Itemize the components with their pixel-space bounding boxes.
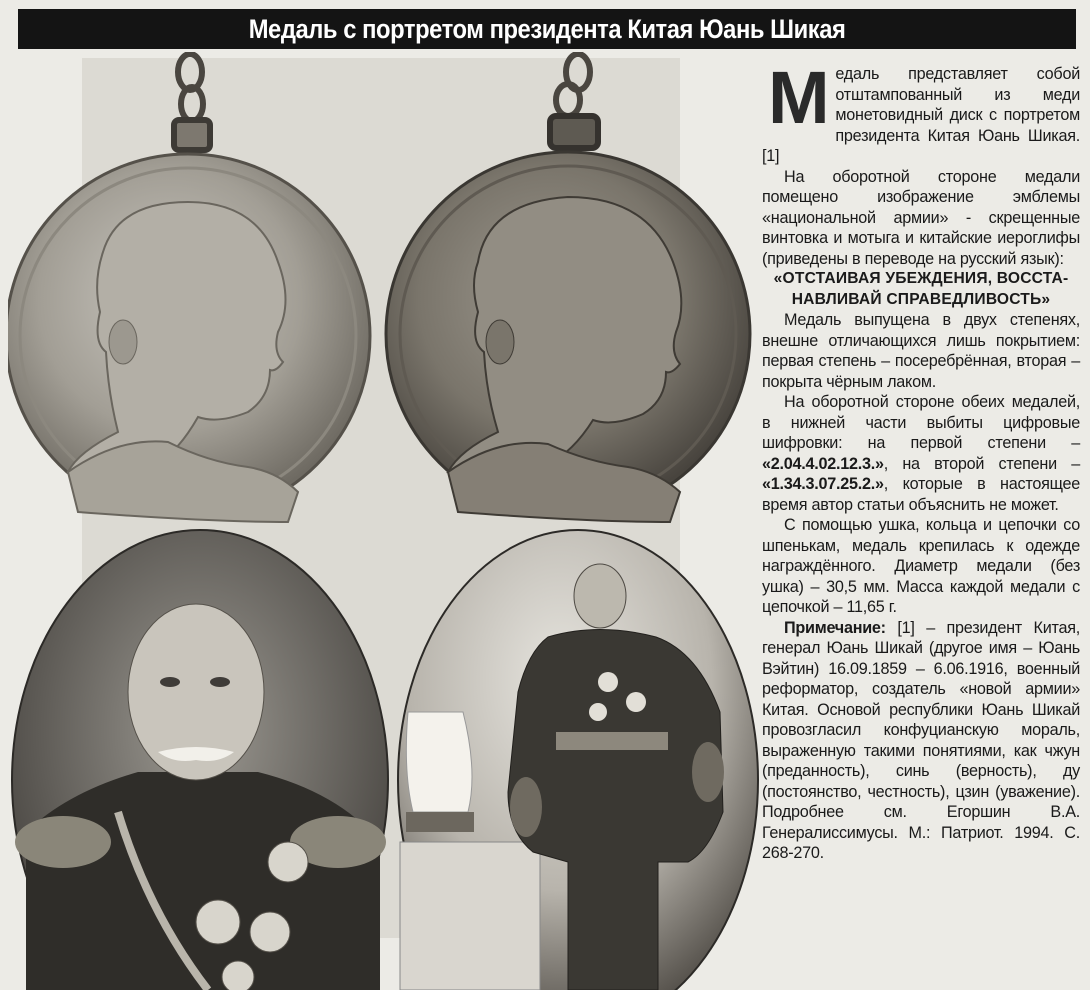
motto [762,269,1080,310]
chain-icon [550,54,598,148]
paragraph-reverse-side: На оборотной стороне медали помещено изображение эмблемы «национальной армии» - скрещенные винтовка и мотыга и китайские иероглифы (приведены в переводе на русский язык): [762,167,1080,268]
code-second-degree: «1.34.3.07.25.2.» [762,475,884,493]
chain-icon [174,54,210,150]
intro-text: едаль представляет собой отштампованный из меди монетовидный диск с портретом президента Китая Юань Шикая. [1] [762,65,1080,165]
motto-line-2: НАВЛИВАЙ СПРАВЕДЛИВОСТЬ» [791,290,1051,308]
paragraph-codes [762,392,1080,515]
medal-silver [8,54,370,522]
article-title: Медаль с портретом президента Китая Юань Шикая [248,13,846,44]
codes-text-b: , на второй степени – [883,454,1080,473]
photo-collage [8,52,760,990]
paragraph-intro [762,56,1080,167]
dropcap: М [768,56,830,139]
note-label: Примечание: [784,618,886,637]
paragraph-degrees: Медаль выпущена в двух степенях, внешне отличающихся лишь покрытием: первая степень – посеребрённая, вторая – покрыта чёрным лаком. [762,311,1080,391]
portrait-yuan-shikai [12,530,388,990]
paragraph-attachment: С помощью ушка, кольца и цепочки со шпенькам, медаль крепилась к одежде награждённого. Диаметр медали (без ушка) – 30,5 мм. Масса каждой медали с цепочкой – 11,65 г. [762,516,1080,616]
header-bar [18,9,1076,49]
motto-line-1: «ОТСТАИВАЯ УБЕЖДЕНИЯ, ВОССТА- [773,270,1069,287]
codes-text-a: На оборотной стороне обеих медалей, в нижней части выбиты цифровые шифровки: на первой степени – [762,393,1080,452]
article-body [762,56,1080,864]
codes-text-c: , которые в настоящее время автор статьи объяснить не может. [762,475,1080,514]
note-text: [1] – президент Китая, генерал Юань Шикай (другое имя – Юань Вэйтин) 16.09.1859 – 6.06.1916, военный реформатор, создатель «новой армии» Китая. Основой республики Юань Шикай провозгласил конфуцианскую мораль, выраженную такими понятиями, как чжун (преданность), синь (верность), ду (постоянство, честность), цзин (уважение). Подробнее см. Егоршин В.А. Генералиссимусы. М.: Патриот. 1994. С. 268-270. [762,618,1080,862]
paragraph-note [762,618,1080,864]
medal-dark [386,54,750,522]
code-first-degree: «2.04.4.02.12.3.» [762,454,884,473]
portrait-full-length [398,530,758,990]
